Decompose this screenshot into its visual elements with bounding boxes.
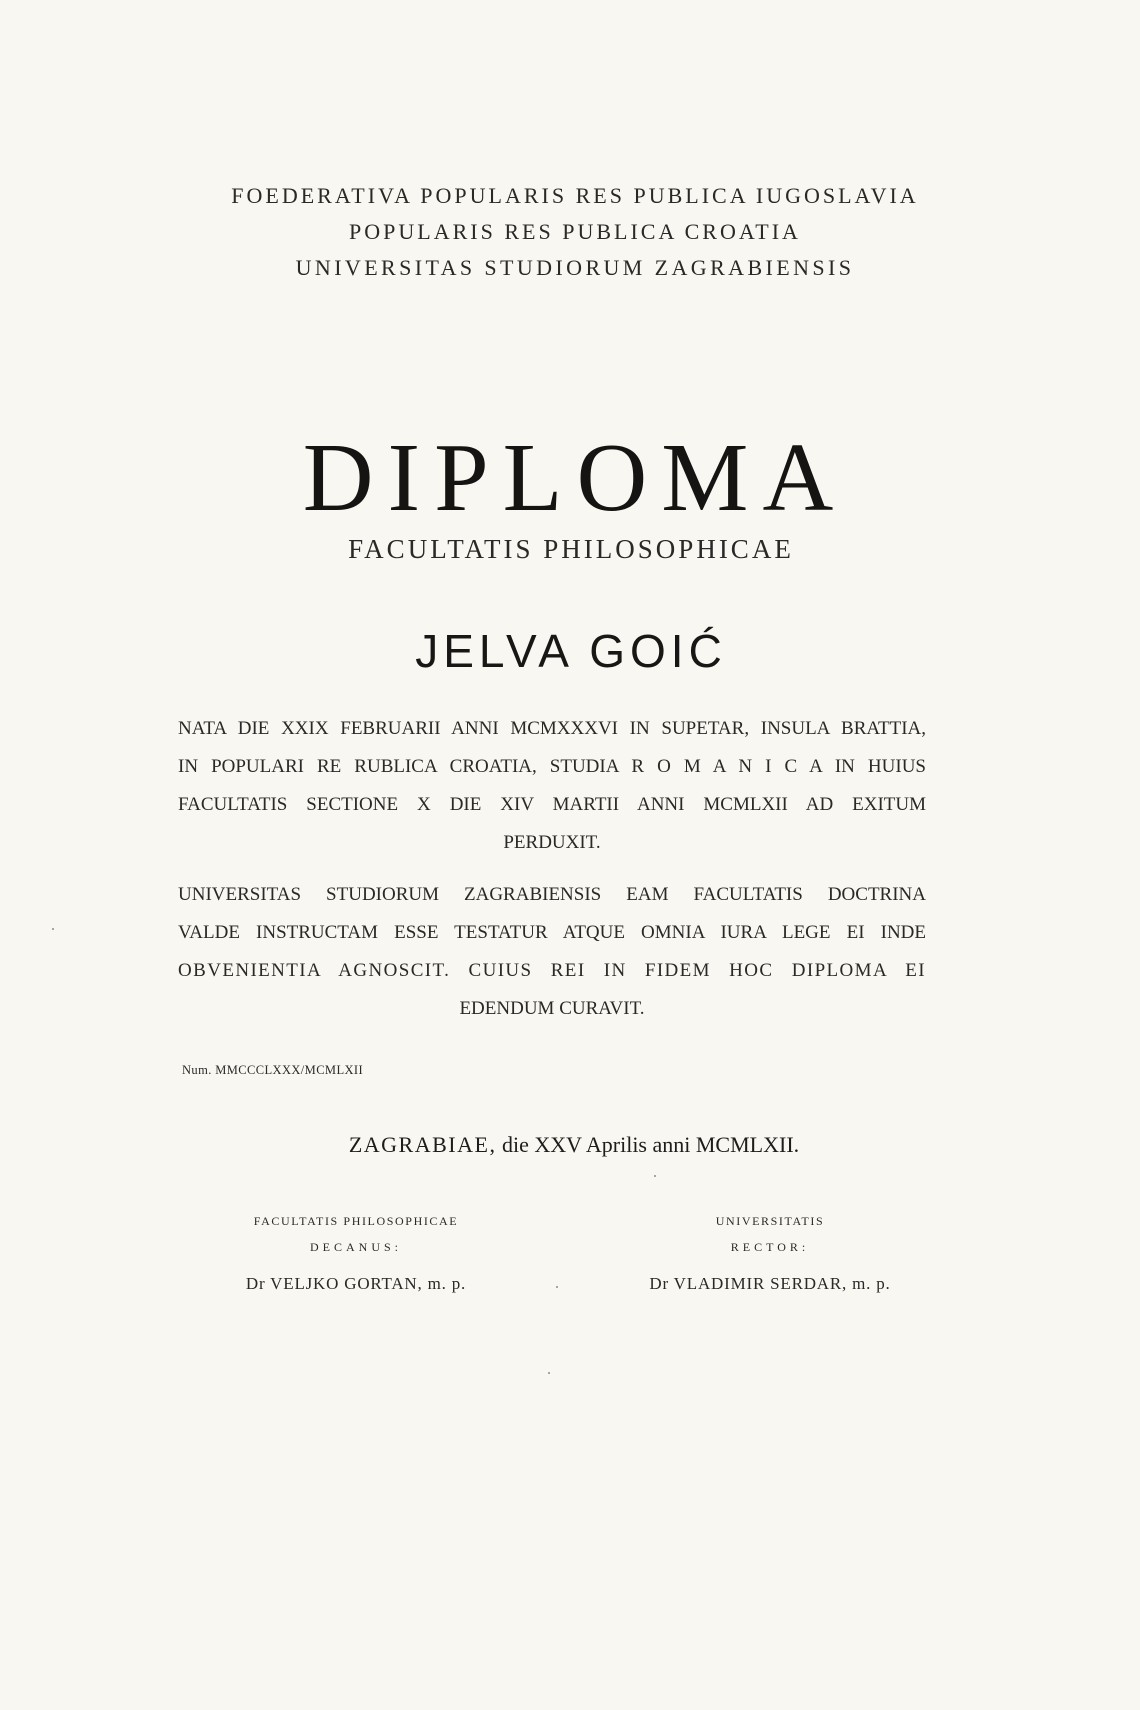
dean-name: Dr VELJKO GORTAN, m. p. — [245, 1274, 467, 1293]
issue-date: die XXV Aprilis anni MCMLXII. — [501, 1132, 800, 1157]
certification-paragraph — [178, 876, 926, 1028]
dean-faculty-label: FACULTATIS PHILOSOPHICAE — [253, 1214, 459, 1228]
issue-date-line — [0, 1132, 1140, 1158]
document-title: DIPLOMA — [302, 424, 848, 532]
paper-speck — [52, 928, 54, 930]
header-line-republic: POPULARIS RES PUBLICA CROATIA — [349, 219, 801, 244]
paragraph-line: IN POPULARI RE RUBLICA CROATIA, STUDIA R O M A N I C A IN HUIUS — [178, 756, 926, 777]
header-line-federation: FOEDERATIVA POPULARIS RES PUBLICA IUGOSLAVIA — [231, 183, 919, 208]
birth-and-studies-paragraph — [178, 710, 926, 862]
dean-title-label: DECANUS: — [309, 1240, 402, 1254]
paragraph-line: EDENDUM CURAVIT. — [459, 998, 645, 1019]
paper-speck — [548, 1372, 550, 1374]
header-line-university: UNIVERSITAS STUDIORUM ZAGRABIENSIS — [295, 255, 855, 280]
rector-signature-block — [610, 1210, 930, 1294]
issuing-authority-header — [0, 178, 1140, 286]
paragraph-line: PERDUXIT. — [503, 832, 601, 853]
faculty-subtitle: FACULTATIS PHILOSOPHICAE — [348, 534, 794, 564]
recipient-name: JELVA GOIĆ — [415, 625, 727, 677]
paragraph-line: NATA DIE XXIX FEBRUARII ANNI MCMXXXVI IN SUPETAR, INSULA BRATTIA, — [178, 718, 926, 739]
rector-university-label: UNIVERSITATIS — [715, 1214, 825, 1228]
paper-speck — [556, 1286, 558, 1288]
dean-signature-block — [190, 1210, 522, 1294]
issue-city: ZAGRABIAE, — [348, 1132, 497, 1157]
paragraph-line: OBVENIENTIA AGNOSCIT. CUIUS REI IN FIDEM HOC DIPLOMA EI — [178, 960, 926, 981]
paragraph-line: FACULTATIS SECTIONE X DIE XIV MARTII ANNI MCMLXII AD EXITUM — [178, 794, 926, 815]
rector-title-label: RECTOR: — [730, 1240, 810, 1254]
paper-speck — [654, 1175, 656, 1177]
paragraph-line: UNIVERSITAS STUDIORUM ZAGRABIENSIS EAM FACULTATIS DOCTRINA — [178, 884, 926, 905]
paragraph-line: VALDE INSTRUCTAM ESSE TESTATUR ATQUE OMNIA IURA LEGE EI INDE — [178, 922, 926, 943]
registration-number: Num. MMCCCLXXX/MCMLXII — [182, 1063, 364, 1077]
rector-name: Dr VLADIMIR SERDAR, m. p. — [649, 1274, 891, 1293]
